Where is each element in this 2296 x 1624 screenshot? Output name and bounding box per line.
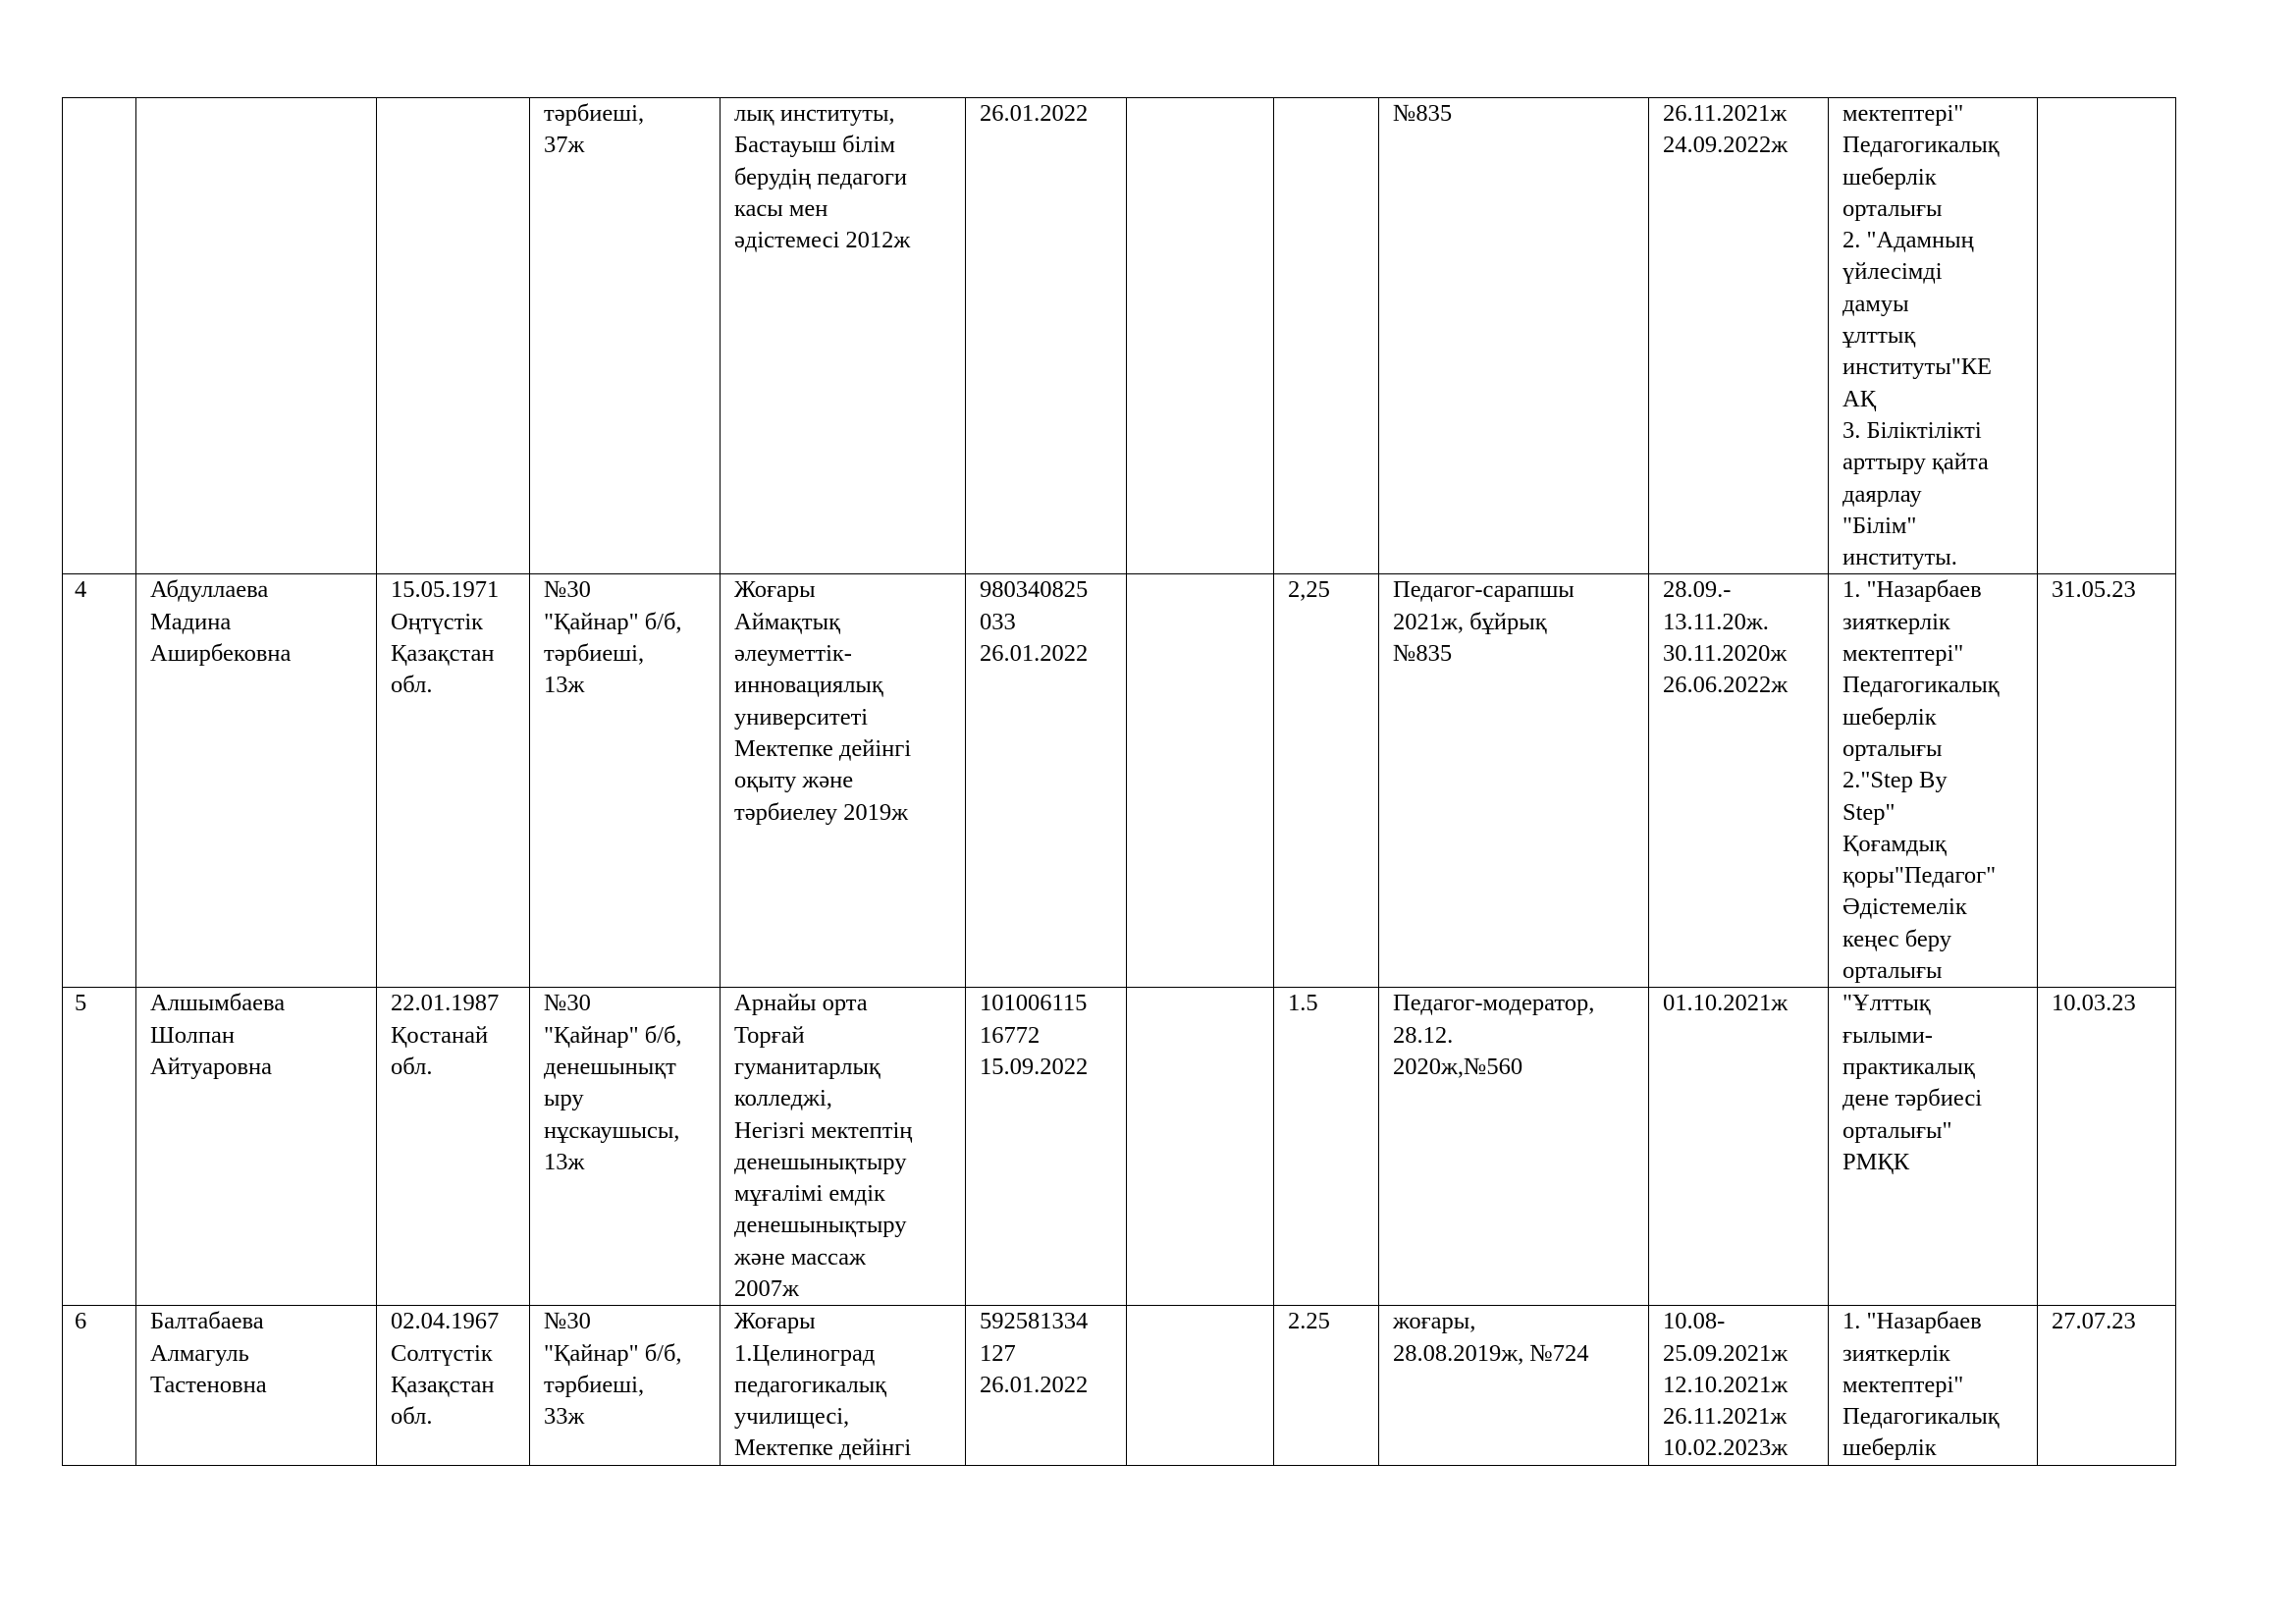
cell-education: Жоғары 1.Целиноград педагогикалық училищесі, Мектепке дейінгі: [721, 1306, 966, 1465]
cell-course-organization: "Ұлттық ғылыми- практикалық дене тәрбиесі орталығы" РМҚК: [1829, 988, 2038, 1306]
cell-course-dates: 01.10.2021ж: [1649, 988, 1829, 1306]
cell-education: Арнайы орта Торғай гуманитарлық колледжі, Негізгі мектептің денешынықтыру мұғалімі емдік денешынықтыру және массаж 2007ж: [721, 988, 966, 1306]
cell-full-name: [136, 98, 377, 574]
table-row: [63, 1306, 2176, 1465]
cell-birth: 22.01.1987 Қостанай обл.: [377, 988, 530, 1306]
cell-workplace: №30 "Қайнар" б/б, тәрбиеші, 33ж: [530, 1306, 721, 1465]
cell-workplace: №30 "Қайнар" б/б, тәрбиеші, 13ж: [530, 574, 721, 988]
cell-birth: 02.04.1967 Солтүстік Қазақстан обл.: [377, 1306, 530, 1465]
cell-load: 2.25: [1274, 1306, 1379, 1465]
cell-course-organization: мектептері" Педагогикалық шеберлік орталығы 2. "Адамның үйлесімді дамуы ұлттық институты"КЕ АҚ 3. Біліктілікті арттыру қайта даярлау "Білім" институты.: [1829, 98, 2038, 574]
cell-load: 1.5: [1274, 988, 1379, 1306]
cell-empty: [1127, 988, 1274, 1306]
cell-birth: [377, 98, 530, 574]
cell-number: 6: [63, 1306, 136, 1465]
cell-course-organization: 1. "Назарбаев зияткерлік мектептері" Педагогикалық шеберлік: [1829, 1306, 2038, 1465]
cell-full-name: Абдуллаева Мадина Аширбековна: [136, 574, 377, 988]
cell-course-dates: 26.11.2021ж 24.09.2022ж: [1649, 98, 1829, 574]
cell-category: Педагог-модератор, 28.12. 2020ж,№560: [1379, 988, 1649, 1306]
cell-category: №835: [1379, 98, 1649, 574]
table-row: [63, 98, 2176, 574]
cell-date: 27.07.23: [2038, 1306, 2176, 1465]
table-row: [63, 988, 2176, 1306]
cell-empty: [1127, 1306, 1274, 1465]
staff-table: [62, 97, 2176, 1466]
document-page: [62, 97, 2176, 1466]
cell-birth: 15.05.1971 Оңтүстік Қазақстан обл.: [377, 574, 530, 988]
cell-diploma: 101006115 16772 15.09.2022: [966, 988, 1127, 1306]
cell-load: [1274, 98, 1379, 574]
cell-course-dates: 10.08- 25.09.2021ж 12.10.2021ж 26.11.2021ж 10.02.2023ж: [1649, 1306, 1829, 1465]
cell-date: 31.05.23: [2038, 574, 2176, 988]
cell-empty: [1127, 574, 1274, 988]
cell-number: [63, 98, 136, 574]
cell-education: Жоғары Аймақтық әлеуметтік- инновациялық университеті Мектепке дейінгі оқыту және тәрбиелеу 2019ж: [721, 574, 966, 988]
cell-number: 4: [63, 574, 136, 988]
cell-full-name: Балтабаева Алмагуль Тастеновна: [136, 1306, 377, 1465]
table-row: [63, 574, 2176, 988]
cell-empty: [1127, 98, 1274, 574]
cell-category: Педагог-сарапшы 2021ж, бұйрық №835: [1379, 574, 1649, 988]
cell-education: лық институты, Бастауыш білім берудің педагоги касы мен әдістемесі 2012ж: [721, 98, 966, 574]
cell-date: 10.03.23: [2038, 988, 2176, 1306]
cell-category: жоғары, 28.08.2019ж, №724: [1379, 1306, 1649, 1465]
cell-course-organization: 1. "Назарбаев зияткерлік мектептері" Педагогикалық шеберлік орталығы 2."Step By Step" Қоғамдық қоры"Педагог" Әдістемелік кеңес беру орталығы: [1829, 574, 2038, 988]
cell-load: 2,25: [1274, 574, 1379, 988]
cell-workplace: тәрбиеші, 37ж: [530, 98, 721, 574]
cell-number: 5: [63, 988, 136, 1306]
cell-date: [2038, 98, 2176, 574]
cell-diploma: 26.01.2022: [966, 98, 1127, 574]
cell-diploma: 592581334 127 26.01.2022: [966, 1306, 1127, 1465]
cell-workplace: №30 "Қайнар" б/б, денешынықт ыру нұскаушысы, 13ж: [530, 988, 721, 1306]
cell-diploma: 980340825 033 26.01.2022: [966, 574, 1127, 988]
cell-course-dates: 28.09.- 13.11.20ж. 30.11.2020ж 26.06.2022ж: [1649, 574, 1829, 988]
cell-full-name: Алшымбаева Шолпан Айтуаровна: [136, 988, 377, 1306]
